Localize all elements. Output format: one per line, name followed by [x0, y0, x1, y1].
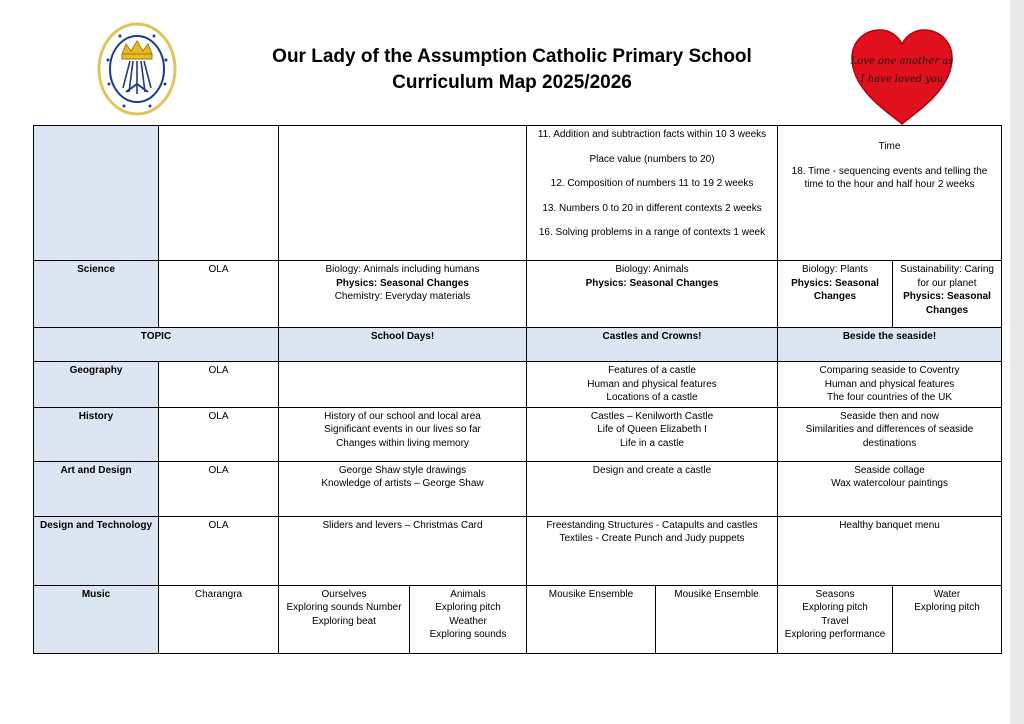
- science-autumn-l1: Biology: Animals including humans: [325, 264, 480, 275]
- music-spring2-l1: Mousike Ensemble: [674, 588, 759, 600]
- geography-summer-l3: The four countries of the UK: [826, 392, 953, 403]
- art-row: [34, 461, 1002, 516]
- heart-motto-icon: [848, 28, 956, 126]
- history-autumn-l1: History of our school and local area: [324, 410, 481, 422]
- science-autumn-l2: Physics: Seasonal Changes: [336, 277, 469, 289]
- topic-row: [34, 328, 1002, 362]
- title-school-name: Our Lady of the Assumption Catholic Primary School: [272, 46, 752, 67]
- maths-subject-cell: [34, 126, 159, 261]
- history-subject-cell: History: [34, 407, 159, 461]
- science-row: [34, 261, 1002, 328]
- science-resource-cell: OLA: [159, 261, 279, 328]
- science-summer2-cell: [893, 261, 1002, 328]
- music-autumn2-l1: Animals: [450, 588, 486, 600]
- history-spring-l3: Life in a castle: [620, 437, 684, 449]
- dt-spring-l2: Textiles - Create Punch and Judy puppets: [559, 533, 745, 544]
- science-spring-l2: Physics: Seasonal Changes: [585, 277, 719, 289]
- page-edge: [1010, 0, 1024, 724]
- dt-spring-cell: [527, 516, 778, 585]
- geography-spring-l1: Features of a castle: [608, 365, 696, 376]
- history-autumn-cell: [279, 407, 527, 461]
- music-spring2-cell: [656, 585, 778, 653]
- music-summer2-cell: [893, 585, 1002, 653]
- science-summer2-l2: Physics: Seasonal Changes: [903, 291, 991, 316]
- history-autumn-l2: Significant events in our lives so far: [324, 424, 481, 435]
- history-spring-l1: Castles – Kenilworth Castle: [590, 410, 714, 422]
- geography-subject-cell: Geography: [34, 362, 159, 408]
- dt-autumn-cell: [279, 516, 527, 585]
- science-spring-cell: [527, 261, 778, 328]
- history-spring-cell: [527, 407, 778, 461]
- school-crest-logo: [96, 20, 178, 118]
- music-summer1-l2: Exploring pitch: [802, 602, 868, 613]
- music-summer1-cell: [778, 585, 893, 653]
- history-summer-cell: [778, 407, 1002, 461]
- maths-summer-l2: 18. Time - sequencing events and telling the time to the hour and half hour 2 weeks: [791, 165, 988, 190]
- maths-summer-cell: [778, 126, 1002, 261]
- dt-spring-l1: Freestanding Structures - Catapults and castles: [546, 519, 758, 531]
- music-summer1-l1: Seasons: [815, 588, 855, 600]
- geography-summer-l1: Comparing seaside to Coventry: [819, 365, 960, 376]
- dt-autumn-l1: Sliders and levers – Christmas Card: [322, 519, 483, 531]
- music-autumn2-l2: Exploring pitch: [435, 602, 501, 613]
- art-autumn-l2: Knowledge of artists – George Shaw: [321, 478, 484, 489]
- science-subject-cell: Science: [34, 261, 159, 328]
- art-resource-cell: OLA: [159, 461, 279, 516]
- history-autumn-l3: Changes within living memory: [336, 437, 469, 449]
- science-autumn-l3: Chemistry: Everyday materials: [334, 291, 471, 302]
- geography-spring-l2: Human and physical features: [587, 378, 717, 390]
- science-summer2-l1: Sustainability: Caring for our planet: [900, 264, 994, 289]
- history-summer-l1: Seaside then and now: [840, 410, 939, 422]
- curriculum-table: [33, 125, 1002, 654]
- history-summer-l2: Similarities and differences of seaside destinations: [805, 424, 974, 449]
- music-autumn2-l3: Weather: [449, 615, 487, 627]
- heart-motto-line1: Love one another as: [850, 56, 954, 67]
- history-resource-cell: OLA: [159, 407, 279, 461]
- geography-spring-l3: Locations of a castle: [606, 392, 698, 403]
- science-spring-l1: Biology: Animals: [615, 264, 689, 275]
- topic-spring-cell: Castles and Crowns!: [527, 328, 778, 362]
- maths-spring-l2: Place value (numbers to 20): [589, 153, 715, 165]
- geography-resource-cell: OLA: [159, 362, 279, 408]
- maths-spring-l1: 11. Addition and subtraction facts within 10 3 weeks: [537, 129, 767, 140]
- dt-summer-l1: Healthy banquet menu: [839, 519, 940, 531]
- music-summer2-l2: Exploring pitch: [914, 602, 980, 613]
- art-summer-l2: Wax watercolour paintings: [831, 478, 948, 489]
- maths-spring-l4: 13. Numbers 0 to 20 in different contexts 2 weeks: [542, 202, 762, 214]
- art-summer-cell: [778, 461, 1002, 516]
- art-autumn-l1: George Shaw style drawings: [338, 464, 467, 476]
- science-autumn-cell: [279, 261, 527, 328]
- history-row: [34, 407, 1002, 461]
- music-autumn1-l3: Exploring beat: [312, 615, 376, 627]
- music-resource-cell: Charangra: [159, 585, 279, 653]
- music-summer2-l1: Water: [933, 588, 961, 600]
- maths-spring-cell: [527, 126, 778, 261]
- music-summer1-l3: Travel: [821, 615, 849, 627]
- science-summer1-l1: Biology: Plants: [801, 264, 869, 275]
- art-spring-l1: Design and create a castle: [592, 464, 712, 476]
- art-subject-cell: Art and Design: [34, 461, 159, 516]
- dt-row: [34, 516, 1002, 585]
- art-autumn-cell: [279, 461, 527, 516]
- maths-row: [34, 126, 1002, 261]
- maths-autumn-cell: [279, 126, 527, 261]
- dt-subject-cell: Design and Technology: [34, 516, 159, 585]
- music-autumn1-l1: Ourselves: [321, 588, 367, 600]
- music-subject-cell: Music: [34, 585, 159, 653]
- maths-summer-l1: Time: [878, 141, 901, 152]
- music-spring1-cell: [527, 585, 656, 653]
- title-curriculum-year: Curriculum Map 2025/2026: [392, 72, 632, 93]
- music-autumn1-cell: [279, 585, 410, 653]
- art-summer-l1: Seaside collage: [854, 464, 925, 476]
- science-summer1-cell: [778, 261, 893, 328]
- heart-motto-line2: I have loved you: [860, 74, 944, 85]
- maths-resource-cell: [159, 126, 279, 261]
- topic-label-cell: TOPIC: [34, 328, 279, 362]
- dt-resource-cell: OLA: [159, 516, 279, 585]
- music-row: [34, 585, 1002, 653]
- geography-spring-cell: [527, 362, 778, 408]
- music-summer1-l4: Exploring performance: [784, 629, 886, 640]
- geography-row: [34, 362, 1002, 408]
- topic-summer-cell: Beside the seaside!: [778, 328, 1002, 362]
- topic-autumn-cell: School Days!: [279, 328, 527, 362]
- maths-spring-l3: 12. Composition of numbers 11 to 19 2 weeks: [550, 178, 754, 189]
- history-spring-l2: Life of Queen Elizabeth I: [597, 424, 707, 435]
- dt-summer-cell: [778, 516, 1002, 585]
- music-autumn2-l4: Exploring sounds: [429, 629, 507, 640]
- science-summer1-l2: Physics: Seasonal Changes: [791, 277, 879, 302]
- page-title: [250, 44, 774, 96]
- geography-autumn-cell: [279, 362, 527, 408]
- music-autumn2-cell: [410, 585, 527, 653]
- geography-summer-cell: [778, 362, 1002, 408]
- music-spring1-l1: Mousike Ensemble: [548, 588, 634, 600]
- geography-summer-l2: Human and physical features: [824, 378, 955, 390]
- art-spring-cell: [527, 461, 778, 516]
- maths-spring-l5: 16. Solving problems in a range of contexts 1 week: [538, 227, 766, 238]
- music-autumn1-l2: Exploring sounds Number: [286, 602, 402, 613]
